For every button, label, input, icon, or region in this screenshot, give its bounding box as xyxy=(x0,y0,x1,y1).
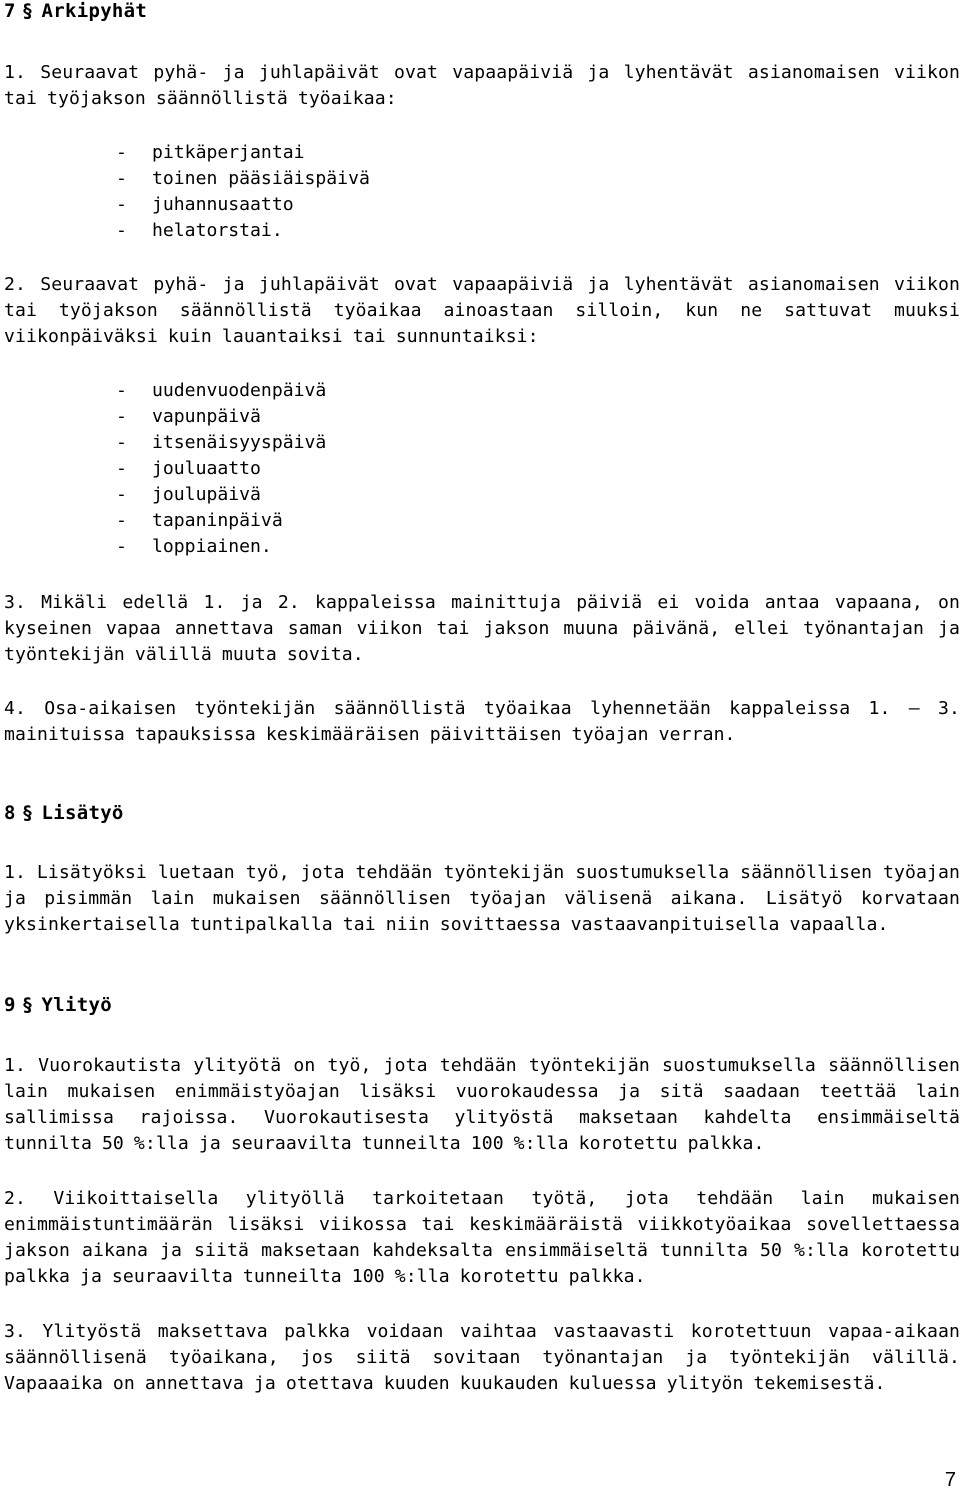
list-item: - juhannusaatto xyxy=(116,194,294,215)
section-symbol: § xyxy=(21,0,34,22)
list-item: - joulupäivä xyxy=(116,484,261,505)
section-9-heading xyxy=(4,996,112,1015)
section-8-heading xyxy=(4,804,124,823)
list-item: - helatorstai. xyxy=(116,220,283,241)
section-7-paragraph-3: 3. Mikäli edellä 1. ja 2. kappaleissa mainittuja päiviä ei voida antaa vapaana, on kyseinen vapaa annettava saman viikon tai jakson muuna päivänä, ellei työnantajan ja työntekijän välillä muuta sovita. xyxy=(4,592,960,665)
list-item: - vapunpäivä xyxy=(116,406,261,427)
section-7-list-1 xyxy=(116,140,370,244)
section-9-title: Ylityö xyxy=(41,994,112,1016)
list-item: - loppiainen. xyxy=(116,536,272,557)
section-8-paragraph-1: 1. Lisätyöksi luetaan työ, jota tehdään työntekijän suostumuksella säännöllisen työajan ja pisimmän lain mukaisen säännöllisen työajan välisenä aikana. Lisätyö korvataan yksinkertaisella tuntipalkalla tai niin sovittaessa vastaavanpituisella vapaalla. xyxy=(4,862,960,935)
section-9-paragraph-1: 1. Vuorokautista ylityötä on työ, jota tehdään työntekijän suostumuksella säännöllisen lain mukaisen enimmäistyöajan lisäksi vuorokaudessa ja sitä saadaan teettää lain sallimissa rajoissa. Vuorokautisesta ylityöstä maksetaan kahdelta ensimmäiseltä tunnilta 50 %:lla ja seuraavilta tunneilta 100 %:lla korotettu palkka. xyxy=(4,1055,960,1154)
section-9-paragraph-2: 2. Viikoittaisella ylityöllä tarkoitetaan työtä, jota tehdään lain mukaisen enimmäistuntimäärän lisäksi viikossa tai keskimääräistä viikkotyöaikaa sovellettaessa jakson aikana ja siitä maksetaan kahdeksalta ensimmäiseltä tunnilta 50 %:lla korotettu palkka ja seuraavilta tunneilta 100 %:lla korotettu palkka. xyxy=(4,1188,960,1287)
section-7-paragraph-1: 1. Seuraavat pyhä- ja juhlapäivät ovat vapaapäiviä ja lyhentävät asianomaisen viikon tai työjakson säännöllistä työaikaa: xyxy=(4,62,960,109)
section-8-number: 8 xyxy=(4,802,16,824)
list-item: - pitkäperjantai xyxy=(116,142,305,163)
section-8-title: Lisätyö xyxy=(41,802,124,824)
list-item: - toinen pääsiäispäivä xyxy=(116,168,370,189)
section-symbol: § xyxy=(21,994,34,1016)
section-7-heading xyxy=(4,2,147,21)
section-9-paragraph-3: 3. Ylityöstä maksettava palkka voidaan vaihtaa vastaavasti korotettuun vapaa-aikaan säännöllisenä työaikana, jos siitä sovitaan työnantajan ja työntekijän välillä. Vapaaaika on annettava ja otettava kuuden kuukauden kuluessa ylityön tekemisestä. xyxy=(4,1321,960,1394)
section-7-number: 7 xyxy=(4,0,16,22)
section-7-paragraph-4: 4. Osa-aikaisen työntekijän säännöllistä työaikaa lyhennetään kappaleissa 1. — 3. mainituissa tapauksissa keskimääräisen päivittäisen työajan verran. xyxy=(4,698,960,745)
section-9-number: 9 xyxy=(4,994,16,1016)
list-item: - itsenäisyyspäivä xyxy=(116,432,327,453)
section-7-list-2 xyxy=(116,378,326,560)
list-item: - jouluaatto xyxy=(116,458,261,479)
section-7-paragraph-2: 2. Seuraavat pyhä- ja juhlapäivät ovat vapaapäiviä ja lyhentävät asianomaisen viikon tai työjakson säännöllistä työaikaa ainoastaan silloin, kun ne sattuvat muuksi viikonpäiväksi kuin lauantaiksi tai sunnuntaiksi: xyxy=(4,274,960,347)
list-item: - tapaninpäivä xyxy=(116,510,283,531)
section-symbol: § xyxy=(21,802,34,824)
page-number: 7 xyxy=(944,1469,956,1491)
list-item: - uudenvuodenpäivä xyxy=(116,380,327,401)
section-7-title: Arkipyhät xyxy=(41,0,148,22)
